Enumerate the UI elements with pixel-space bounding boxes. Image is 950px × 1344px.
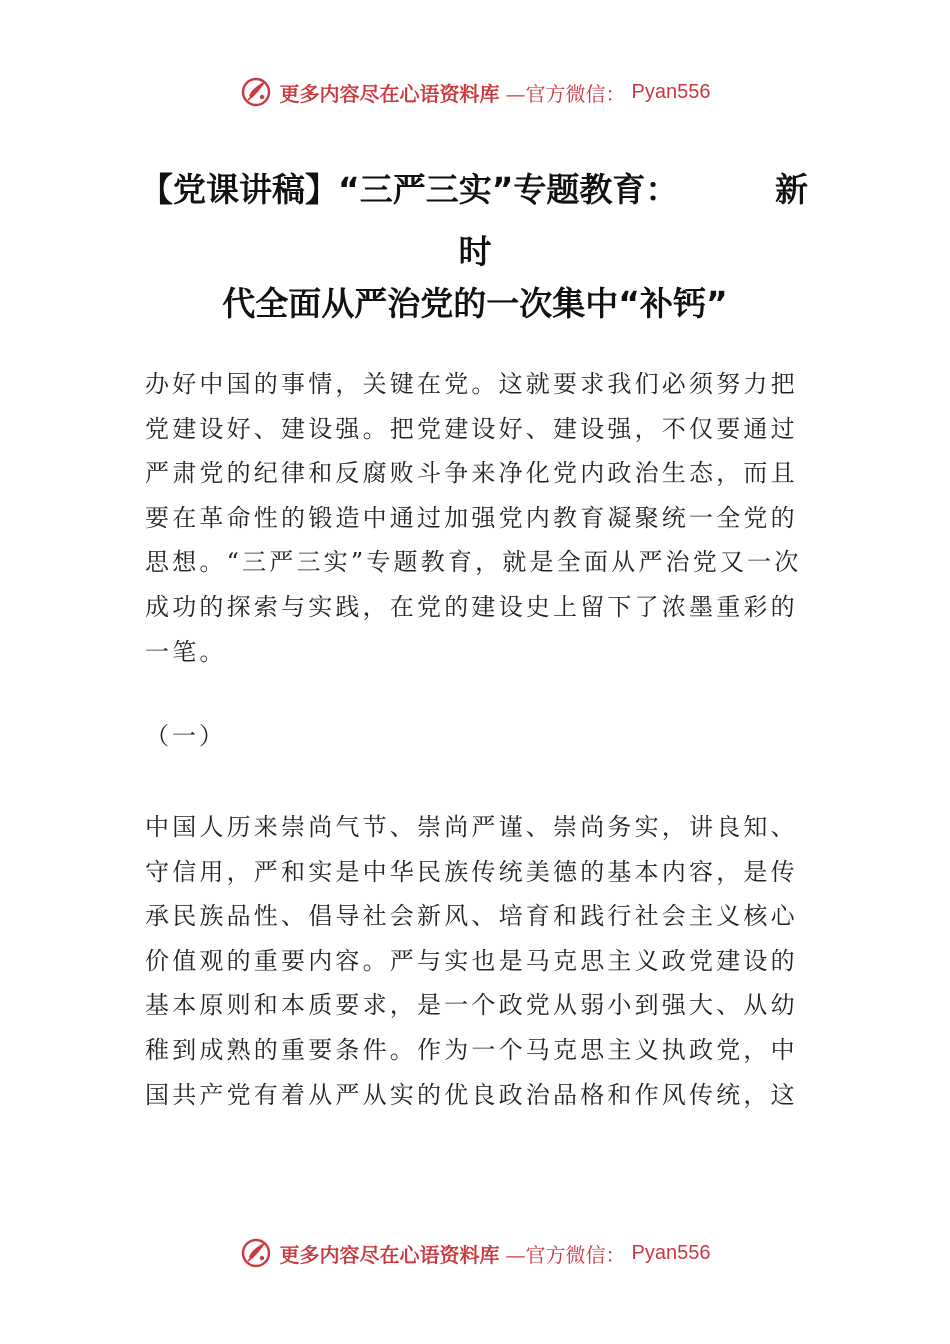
paragraph-line: 国共产党有着从严从实的优良政治品格和作风传统，这 xyxy=(145,1080,798,1109)
quill-heart-logo-icon xyxy=(240,75,274,109)
title-line-1-tail: 新 xyxy=(775,170,808,209)
quill-heart-logo-icon xyxy=(240,1236,274,1270)
banner-main-text: 更多内容尽在心语资料库 xyxy=(279,81,500,106)
banner-wechat-id: Pyan556 xyxy=(631,1241,711,1264)
document-title-line-1 xyxy=(140,164,810,211)
paragraph-line: 思想。“三严三实”专题教育，就是全面从严治党又一次 xyxy=(145,548,802,577)
header-banner xyxy=(0,72,950,112)
body-paragraph-1 xyxy=(145,362,810,674)
paragraph-line: 一笔。 xyxy=(145,637,227,666)
paragraph-line: 成功的探索与实践，在党的建设史上留下了浓墨重彩的 xyxy=(145,592,798,621)
banner-main-text: 更多内容尽在心语资料库 xyxy=(279,1242,500,1267)
body-paragraph-2 xyxy=(145,805,810,1117)
paragraph-line: 办好中国的事情，关键在党。这就要求我们必须努力把 xyxy=(145,370,798,398)
section-heading: （一） xyxy=(145,722,226,750)
paragraph-line: 守信用，严和实是中华民族传统美德的基本内容，是传 xyxy=(145,857,798,886)
paragraph-line: 严肃党的纪律和反腐败斗争来净化党内政治生态，而且 xyxy=(145,459,798,488)
document-title-line-2: 时 xyxy=(458,232,492,271)
footer-banner xyxy=(0,1233,950,1273)
banner-separator-text: —官方微信： xyxy=(505,1242,626,1267)
paragraph-line: 承民族品性、倡导社会新风、培育和践行社会主义核心 xyxy=(145,902,798,931)
paragraph-line: 要在革命性的锻造中通过加强党内教育凝聚统一全党的 xyxy=(145,503,798,532)
banner-wechat-id: Pyan556 xyxy=(631,80,711,103)
paragraph-line: 中国人历来崇尚气节、崇尚严谨、崇尚务实，讲良知、 xyxy=(145,813,798,841)
document-title-line-3: 代全面从严治党的一次集中“补钙” xyxy=(222,284,728,323)
paragraph-line: 稚到成熟的重要条件。作为一个马克思主义执政党，中 xyxy=(145,1035,798,1064)
paragraph-line: 价值观的重要内容。严与实也是马克思主义政党建设的 xyxy=(145,946,798,975)
paragraph-line: 党建设好、建设强。把党建设好、建设强，不仅要通过 xyxy=(145,414,798,443)
paragraph-line: 基本原则和本质要求，是一个政党从弱小到强大、从幼 xyxy=(145,991,798,1020)
title-line-1-main: 【党课讲稿】“三严三实”专题教育： xyxy=(140,170,679,209)
banner-separator-text: —官方微信： xyxy=(505,81,626,106)
